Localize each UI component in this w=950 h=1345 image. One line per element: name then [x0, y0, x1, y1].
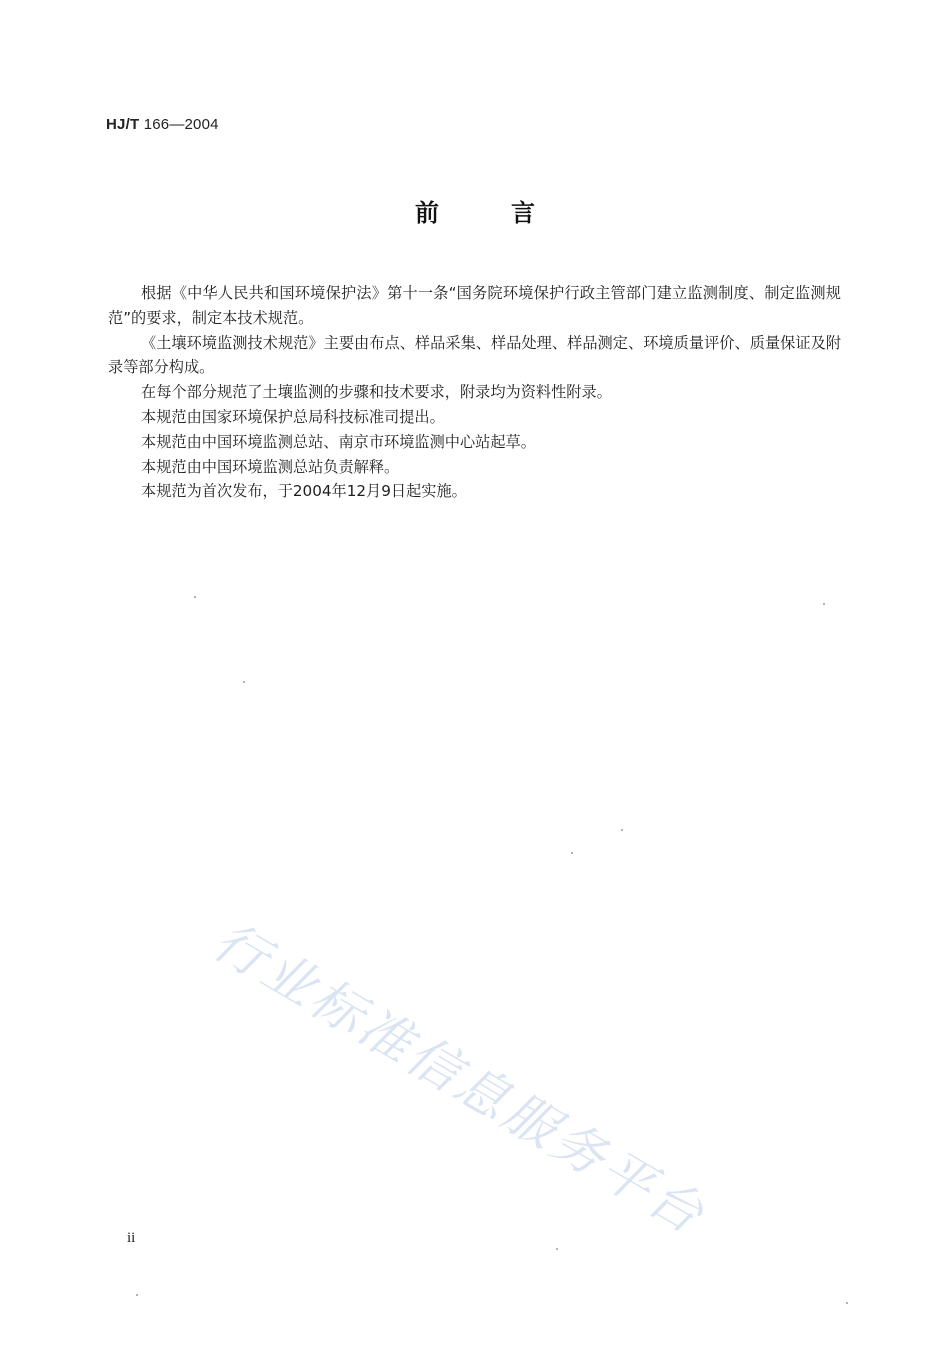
scan-speck: [571, 852, 573, 854]
scan-speck: [556, 1248, 558, 1250]
paragraph-4: 本规范由国家环境保护总局科技标准司提出。: [141, 407, 445, 426]
watermark: 行业标准信息服务平台: [202, 911, 716, 1248]
paragraph-2: 《土壤环境监测技术规范》主要由布点、样品采集、样品处理、样品测定、环境质量评价、质量保证及附录等部分构成。: [108, 333, 841, 377]
scan-speck: [136, 1294, 138, 1296]
paragraph-6: 本规范由中国环境监测总站负责解释。: [141, 457, 400, 476]
paragraph-7: 本规范为首次发布，于2004年12月9日起实施。: [141, 482, 467, 501]
scan-speck: [243, 681, 245, 683]
title-char-1: 前: [415, 199, 439, 227]
scan-speck: [194, 596, 196, 598]
scan-speck: [621, 829, 623, 831]
page-title: [0, 193, 950, 228]
title-char-2: 言: [511, 199, 535, 227]
foreword-body: [108, 281, 841, 504]
scan-speck: [846, 1302, 848, 1304]
paragraph-3: 在每个部分规范了土壤监测的步骤和技术要求，附录均为资料性附录。: [141, 383, 612, 402]
standard-number: 166—2004: [143, 116, 219, 133]
paragraph-1: 根据《中华人民共和国环境保护法》第十一条“国务院环境保护行政主管部门建立监测制度、制定监测规范”的要求，制定本技术规范。: [108, 284, 841, 327]
paragraph-5: 本规范由中国环境监测总站、南京市环境监测中心站起草。: [141, 432, 536, 451]
page-number: ii: [127, 1230, 136, 1246]
standard-code: [106, 116, 219, 133]
scan-speck: [823, 603, 825, 605]
standard-prefix: HJ/T: [106, 116, 140, 133]
